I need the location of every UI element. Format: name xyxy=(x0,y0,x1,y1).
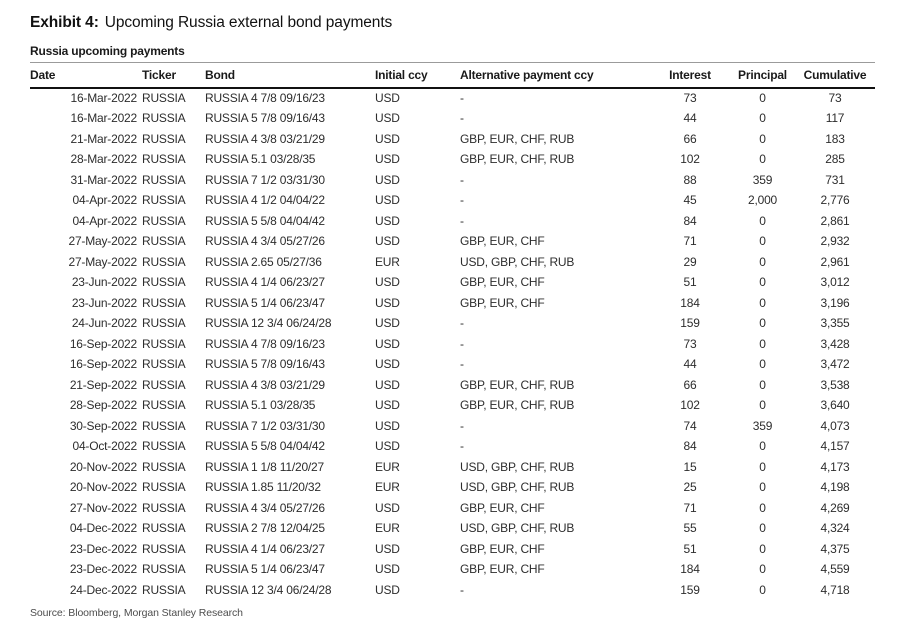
cell-alt_ccy: GBP, EUR, CHF xyxy=(460,562,545,577)
cell-initial_ccy: USD xyxy=(375,336,400,351)
cell-principal: 0 xyxy=(759,295,766,310)
cell-bond: RUSSIA 4 1/2 04/04/22 xyxy=(205,193,325,208)
exhibit-name: Upcoming Russia external bond payments xyxy=(104,14,393,31)
table-row xyxy=(30,108,875,129)
cell-date: 20-Nov-2022 xyxy=(69,459,137,474)
column-header-initial_ccy: Initial ccy xyxy=(375,63,460,88)
table-row xyxy=(30,293,875,314)
cell-initial_ccy: USD xyxy=(375,418,400,433)
table-row xyxy=(30,313,875,334)
cell-principal: 2,000 xyxy=(747,193,778,208)
cell-principal: 0 xyxy=(759,439,766,454)
cell-alt_ccy: GBP, EUR, CHF xyxy=(460,500,545,515)
cell-alt_ccy: USD, GBP, CHF, RUB xyxy=(460,521,575,536)
cell-bond: RUSSIA 4 7/8 09/16/23 xyxy=(205,336,325,351)
cell-cumulative: 3,355 xyxy=(820,316,850,331)
cell-initial_ccy: EUR xyxy=(375,459,400,474)
cell-principal: 0 xyxy=(759,377,766,392)
payments-table xyxy=(30,62,875,600)
cell-interest: 73 xyxy=(683,91,697,106)
table-header-row xyxy=(30,63,875,88)
cell-interest: 159 xyxy=(680,316,700,331)
cell-principal: 0 xyxy=(759,459,766,474)
cell-bond: RUSSIA 4 1/4 06/23/27 xyxy=(205,541,325,556)
cell-ticker: RUSSIA xyxy=(142,336,186,351)
cell-cumulative: 2,961 xyxy=(820,254,850,269)
cell-date: 23-Jun-2022 xyxy=(71,295,137,310)
cell-cumulative: 4,324 xyxy=(820,521,850,536)
cell-cumulative: 3,428 xyxy=(820,336,850,351)
table-subtitle: Russia upcoming payments xyxy=(30,44,185,58)
cell-alt_ccy: GBP, EUR, CHF xyxy=(460,541,545,556)
cell-ticker: RUSSIA xyxy=(142,459,186,474)
cell-initial_ccy: USD xyxy=(375,316,400,331)
cell-initial_ccy: USD xyxy=(375,398,400,413)
cell-bond: RUSSIA 5 7/8 09/16/43 xyxy=(205,111,325,126)
cell-interest: 73 xyxy=(683,336,697,351)
cell-principal: 0 xyxy=(759,131,766,146)
cell-interest: 184 xyxy=(680,562,700,577)
table-row xyxy=(30,231,875,252)
cell-alt_ccy: - xyxy=(460,357,464,372)
cell-interest: 102 xyxy=(680,398,700,413)
cell-alt_ccy: GBP, EUR, CHF, RUB xyxy=(460,152,575,167)
cell-alt_ccy: - xyxy=(460,213,464,228)
cell-principal: 0 xyxy=(759,562,766,577)
cell-interest: 51 xyxy=(683,275,697,290)
cell-initial_ccy: USD xyxy=(375,275,400,290)
cell-cumulative: 2,776 xyxy=(820,193,850,208)
cell-cumulative: 4,559 xyxy=(820,562,850,577)
table-row xyxy=(30,88,875,109)
column-header-bond: Bond xyxy=(205,63,375,88)
cell-date: 16-Sep-2022 xyxy=(69,357,137,372)
cell-interest: 84 xyxy=(683,213,697,228)
cell-principal: 0 xyxy=(759,316,766,331)
cell-date: 21-Sep-2022 xyxy=(69,377,137,392)
cell-interest: 45 xyxy=(683,193,697,208)
cell-ticker: RUSSIA xyxy=(142,521,186,536)
cell-principal: 0 xyxy=(759,152,766,167)
cell-initial_ccy: USD xyxy=(375,295,400,310)
cell-bond: RUSSIA 1.85 11/20/32 xyxy=(205,480,321,495)
cell-principal: 0 xyxy=(759,398,766,413)
cell-alt_ccy: GBP, EUR, CHF, RUB xyxy=(460,377,575,392)
cell-initial_ccy: USD xyxy=(375,172,400,187)
cell-initial_ccy: USD xyxy=(375,562,400,577)
cell-date: 30-Sep-2022 xyxy=(69,418,137,433)
cell-interest: 102 xyxy=(680,152,700,167)
table-row xyxy=(30,211,875,232)
cell-initial_ccy: USD xyxy=(375,234,400,249)
cell-principal: 0 xyxy=(759,234,766,249)
cell-bond: RUSSIA 12 3/4 06/24/28 xyxy=(205,316,332,331)
cell-initial_ccy: USD xyxy=(375,541,400,556)
cell-alt_ccy: USD, GBP, CHF, RUB xyxy=(460,459,575,474)
cell-bond: RUSSIA 12 3/4 06/24/28 xyxy=(205,582,332,597)
table-row xyxy=(30,416,875,437)
cell-ticker: RUSSIA xyxy=(142,500,186,515)
cell-ticker: RUSSIA xyxy=(142,582,186,597)
cell-bond: RUSSIA 4 3/8 03/21/29 xyxy=(205,377,325,392)
cell-alt_ccy: - xyxy=(460,193,464,208)
cell-ticker: RUSSIA xyxy=(142,562,186,577)
cell-cumulative: 4,198 xyxy=(820,480,850,495)
column-header-ticker: Ticker xyxy=(137,63,205,88)
cell-principal: 0 xyxy=(759,213,766,228)
cell-date: 24-Jun-2022 xyxy=(71,316,137,331)
cell-cumulative: 3,472 xyxy=(820,357,850,372)
cell-principal: 0 xyxy=(759,521,766,536)
cell-initial_ccy: EUR xyxy=(375,480,400,495)
table-body xyxy=(30,88,875,601)
cell-ticker: RUSSIA xyxy=(142,234,186,249)
cell-interest: 44 xyxy=(683,357,697,372)
table-row xyxy=(30,252,875,273)
cell-ticker: RUSSIA xyxy=(142,111,186,126)
cell-initial_ccy: EUR xyxy=(375,521,400,536)
cell-date: 27-May-2022 xyxy=(68,254,137,269)
cell-interest: 159 xyxy=(680,582,700,597)
cell-date: 04-Apr-2022 xyxy=(72,213,137,228)
source-note: Source: Bloomberg, Morgan Stanley Research xyxy=(30,607,243,619)
cell-ticker: RUSSIA xyxy=(142,316,186,331)
cell-cumulative: 4,269 xyxy=(820,500,850,515)
exhibit-label: Exhibit 4: xyxy=(30,14,99,31)
cell-bond: RUSSIA 7 1/2 03/31/30 xyxy=(205,172,325,187)
cell-date: 23-Jun-2022 xyxy=(71,275,137,290)
cell-bond: RUSSIA 5 5/8 04/04/42 xyxy=(205,213,325,228)
cell-bond: RUSSIA 5 7/8 09/16/43 xyxy=(205,357,325,372)
cell-date: 21-Mar-2022 xyxy=(70,131,137,146)
cell-cumulative: 4,173 xyxy=(820,459,850,474)
table-row xyxy=(30,190,875,211)
cell-interest: 55 xyxy=(683,521,697,536)
cell-date: 23-Dec-2022 xyxy=(69,541,137,556)
cell-initial_ccy: USD xyxy=(375,357,400,372)
cell-ticker: RUSSIA xyxy=(142,193,186,208)
cell-alt_ccy: GBP, EUR, CHF xyxy=(460,275,545,290)
cell-date: 28-Sep-2022 xyxy=(69,398,137,413)
cell-initial_ccy: USD xyxy=(375,439,400,454)
cell-date: 24-Dec-2022 xyxy=(69,582,137,597)
cell-date: 04-Dec-2022 xyxy=(69,521,137,536)
cell-alt_ccy: - xyxy=(460,336,464,351)
cell-ticker: RUSSIA xyxy=(142,152,186,167)
cell-bond: RUSSIA 1 1/8 11/20/27 xyxy=(205,459,324,474)
cell-principal: 0 xyxy=(759,357,766,372)
cell-principal: 0 xyxy=(759,336,766,351)
cell-date: 27-Nov-2022 xyxy=(69,500,137,515)
table-row xyxy=(30,170,875,191)
cell-alt_ccy: - xyxy=(460,439,464,454)
cell-ticker: RUSSIA xyxy=(142,275,186,290)
cell-principal: 0 xyxy=(759,91,766,106)
cell-principal: 359 xyxy=(752,418,773,433)
table-row xyxy=(30,498,875,519)
table-row xyxy=(30,477,875,498)
cell-cumulative: 3,538 xyxy=(820,377,850,392)
cell-alt_ccy: - xyxy=(460,316,464,331)
cell-bond: RUSSIA 4 7/8 09/16/23 xyxy=(205,91,325,106)
table-row xyxy=(30,518,875,539)
column-header-principal: Principal xyxy=(730,63,795,88)
cell-principal: 359 xyxy=(752,172,773,187)
cell-date: 27-May-2022 xyxy=(68,234,137,249)
cell-alt_ccy: GBP, EUR, CHF xyxy=(460,295,545,310)
cell-date: 28-Mar-2022 xyxy=(70,152,137,167)
cell-bond: RUSSIA 4 3/8 03/21/29 xyxy=(205,131,325,146)
cell-initial_ccy: USD xyxy=(375,193,400,208)
table-row xyxy=(30,354,875,375)
cell-cumulative: 3,012 xyxy=(820,275,850,290)
cell-initial_ccy: USD xyxy=(375,152,400,167)
cell-initial_ccy: USD xyxy=(375,91,400,106)
column-header-interest: Interest xyxy=(650,63,730,88)
cell-interest: 184 xyxy=(680,295,700,310)
cell-ticker: RUSSIA xyxy=(142,398,186,413)
cell-principal: 0 xyxy=(759,275,766,290)
cell-alt_ccy: GBP, EUR, CHF xyxy=(460,234,545,249)
cell-cumulative: 285 xyxy=(825,152,845,167)
cell-principal: 0 xyxy=(759,111,766,126)
cell-interest: 71 xyxy=(683,234,697,249)
cell-principal: 0 xyxy=(759,582,766,597)
cell-cumulative: 183 xyxy=(825,131,845,146)
cell-ticker: RUSSIA xyxy=(142,172,186,187)
table-row xyxy=(30,375,875,396)
cell-interest: 71 xyxy=(683,500,697,515)
cell-initial_ccy: USD xyxy=(375,377,400,392)
cell-alt_ccy: USD, GBP, CHF, RUB xyxy=(460,480,575,495)
cell-date: 16-Mar-2022 xyxy=(70,111,137,126)
cell-cumulative: 4,073 xyxy=(820,418,850,433)
cell-alt_ccy: GBP, EUR, CHF, RUB xyxy=(460,131,575,146)
cell-date: 04-Apr-2022 xyxy=(72,193,137,208)
cell-alt_ccy: - xyxy=(460,418,464,433)
cell-interest: 51 xyxy=(683,541,697,556)
cell-principal: 0 xyxy=(759,541,766,556)
column-header-alt_ccy: Alternative payment ccy xyxy=(460,63,650,88)
cell-cumulative: 731 xyxy=(825,172,845,187)
cell-cumulative: 3,640 xyxy=(820,398,850,413)
cell-interest: 66 xyxy=(683,131,697,146)
table-row xyxy=(30,272,875,293)
cell-bond: RUSSIA 2.65 05/27/36 xyxy=(205,254,322,269)
table-row xyxy=(30,539,875,560)
cell-date: 04-Oct-2022 xyxy=(72,439,137,454)
cell-principal: 0 xyxy=(759,480,766,495)
cell-cumulative: 4,718 xyxy=(820,582,850,597)
cell-bond: RUSSIA 4 3/4 05/27/26 xyxy=(205,500,325,515)
cell-cumulative: 73 xyxy=(828,91,842,106)
cell-ticker: RUSSIA xyxy=(142,295,186,310)
cell-initial_ccy: USD xyxy=(375,582,400,597)
cell-cumulative: 4,375 xyxy=(820,541,850,556)
table-row xyxy=(30,395,875,416)
table-row xyxy=(30,129,875,150)
cell-bond: RUSSIA 7 1/2 03/31/30 xyxy=(205,418,325,433)
table-row xyxy=(30,149,875,170)
cell-interest: 88 xyxy=(683,172,697,187)
cell-ticker: RUSSIA xyxy=(142,357,186,372)
cell-principal: 0 xyxy=(759,254,766,269)
cell-cumulative: 2,932 xyxy=(820,234,850,249)
table-row xyxy=(30,580,875,601)
cell-interest: 84 xyxy=(683,439,697,454)
exhibit-title xyxy=(30,13,875,33)
cell-bond: RUSSIA 5 1/4 06/23/47 xyxy=(205,562,325,577)
cell-interest: 74 xyxy=(683,418,697,433)
cell-interest: 29 xyxy=(683,254,697,269)
cell-alt_ccy: - xyxy=(460,91,464,106)
cell-initial_ccy: USD xyxy=(375,500,400,515)
cell-bond: RUSSIA 2 7/8 12/04/25 xyxy=(205,521,325,536)
cell-ticker: RUSSIA xyxy=(142,213,186,228)
cell-alt_ccy: - xyxy=(460,111,464,126)
cell-ticker: RUSSIA xyxy=(142,91,186,106)
cell-cumulative: 2,861 xyxy=(820,213,850,228)
cell-alt_ccy: - xyxy=(460,172,464,187)
cell-ticker: RUSSIA xyxy=(142,439,186,454)
cell-alt_ccy: USD, GBP, CHF, RUB xyxy=(460,254,575,269)
cell-date: 16-Mar-2022 xyxy=(70,91,137,106)
cell-interest: 15 xyxy=(683,459,697,474)
column-header-cumulative: Cumulative xyxy=(795,63,875,88)
cell-initial_ccy: USD xyxy=(375,213,400,228)
table-row xyxy=(30,334,875,355)
cell-bond: RUSSIA 4 3/4 05/27/26 xyxy=(205,234,325,249)
cell-bond: RUSSIA 5 5/8 04/04/42 xyxy=(205,439,325,454)
cell-bond: RUSSIA 5.1 03/28/35 xyxy=(205,152,316,167)
cell-interest: 44 xyxy=(683,111,697,126)
cell-interest: 25 xyxy=(683,480,697,495)
cell-ticker: RUSSIA xyxy=(142,254,186,269)
cell-ticker: RUSSIA xyxy=(142,377,186,392)
cell-bond: RUSSIA 5.1 03/28/35 xyxy=(205,398,316,413)
cell-alt_ccy: - xyxy=(460,582,464,597)
cell-date: 31-Mar-2022 xyxy=(70,172,137,187)
cell-principal: 0 xyxy=(759,500,766,515)
cell-ticker: RUSSIA xyxy=(142,418,186,433)
cell-ticker: RUSSIA xyxy=(142,541,186,556)
cell-ticker: RUSSIA xyxy=(142,131,186,146)
cell-initial_ccy: USD xyxy=(375,111,400,126)
table-row xyxy=(30,436,875,457)
cell-date: 20-Nov-2022 xyxy=(69,480,137,495)
cell-initial_ccy: EUR xyxy=(375,254,400,269)
cell-cumulative: 3,196 xyxy=(820,295,850,310)
cell-interest: 66 xyxy=(683,377,697,392)
cell-bond: RUSSIA 4 1/4 06/23/27 xyxy=(205,275,325,290)
cell-bond: RUSSIA 5 1/4 06/23/47 xyxy=(205,295,325,310)
cell-date: 23-Dec-2022 xyxy=(69,562,137,577)
cell-cumulative: 117 xyxy=(825,111,845,126)
table-row xyxy=(30,457,875,478)
cell-date: 16-Sep-2022 xyxy=(69,336,137,351)
cell-cumulative: 4,157 xyxy=(820,439,850,454)
cell-initial_ccy: USD xyxy=(375,131,400,146)
cell-ticker: RUSSIA xyxy=(142,480,186,495)
table-row xyxy=(30,559,875,580)
column-header-date: Date xyxy=(30,63,137,88)
cell-alt_ccy: GBP, EUR, CHF, RUB xyxy=(460,398,575,413)
